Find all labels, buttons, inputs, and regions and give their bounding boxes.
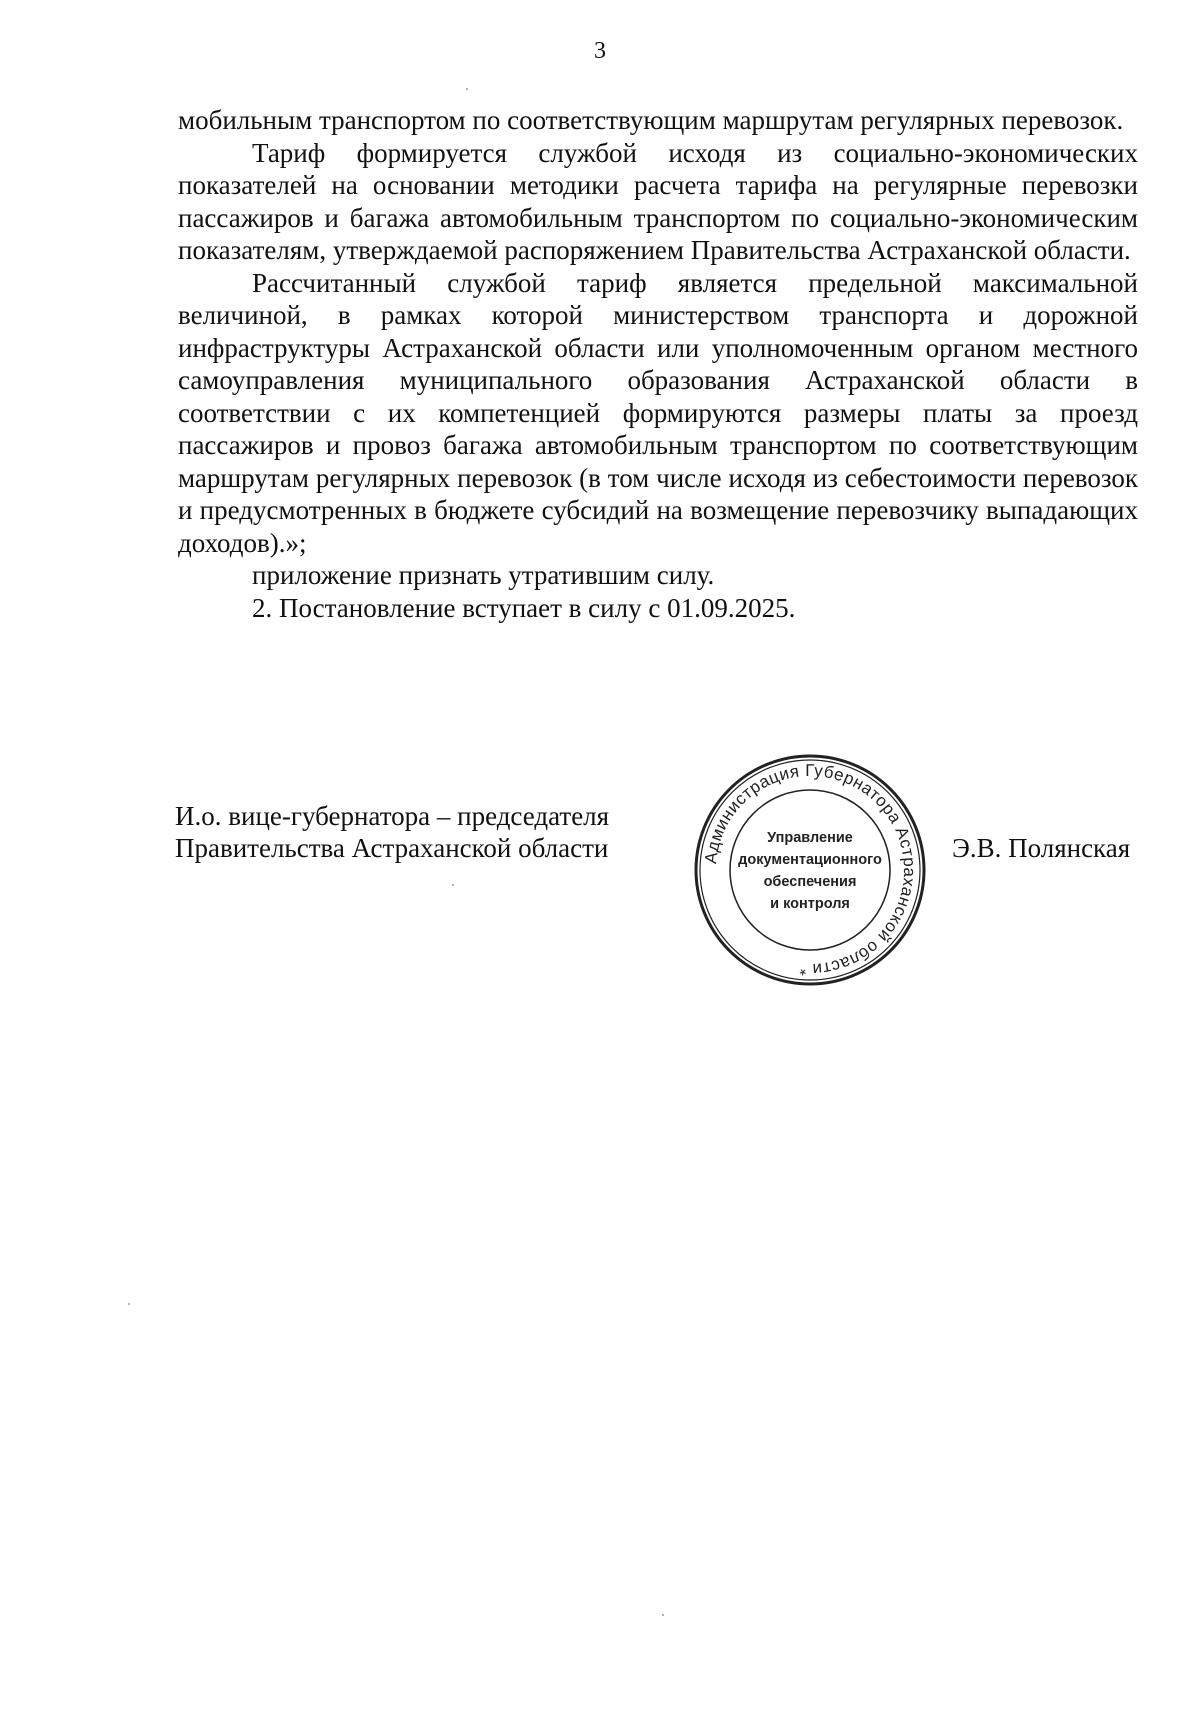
signer-name: Э.В. Полянская [952,833,1131,863]
stamp-inner-line: и контроля [770,896,850,912]
signer-title [175,800,609,864]
stamp-ring-text: Администрация Губернатора Астраханской области * [701,760,920,980]
page-number: 3 [594,38,606,64]
official-stamp [692,752,928,988]
signer-title-line: Правительства Астраханской области [175,833,609,863]
paragraph: приложение признать утратившим силу. [252,560,715,590]
paragraph: Тариф формируется службой исходя из социально-экономических показателей на основании методики расчета тарифа на регулярные перевозки пассажиров и багажа автомобильным транспортом по социально-экономическим показателям, утверждаемой распоряжением Правительства Астраханской области. [178,137,1138,265]
paragraph: Рассчитанный службой тариф является предельной максимальной величиной, в рамках которой министерством транспорта и дорожной инфраструктуры Астраханской области или уполномоченным органом местного самоуправления муниципального образования Астраханской области в соответствии с их компетенцией формируются размеры платы за проезд пассажиров и провоз багажа автомобильным транспортом по соответствующим маршрутам регулярных перевозок (в том числе исходя из себестоимости перевозок и предусмотренных в бюджете субсидий на возмещение перевозчику выпадающих доходов).»; [178,267,1138,558]
scan-speck [662,1614,664,1616]
signer-title-line: И.о. вице-губернатора – председателя [175,801,610,831]
stamp-inner-line: Управление [767,830,853,846]
stamp-inner-line: документационного [738,852,882,868]
stamp-seal-icon [692,752,928,988]
paragraph: 2. Постановление вступает в силу с 01.09.2025. [252,592,796,623]
document-body [178,104,1138,624]
scan-speck [466,88,468,90]
scan-speck [128,1303,130,1305]
stamp-inner-line: обеспечения [763,874,857,890]
paragraph: мобильным транспортом по соответствующим маршрутам регулярных перевозок. [178,105,1124,135]
scan-speck [452,884,454,886]
